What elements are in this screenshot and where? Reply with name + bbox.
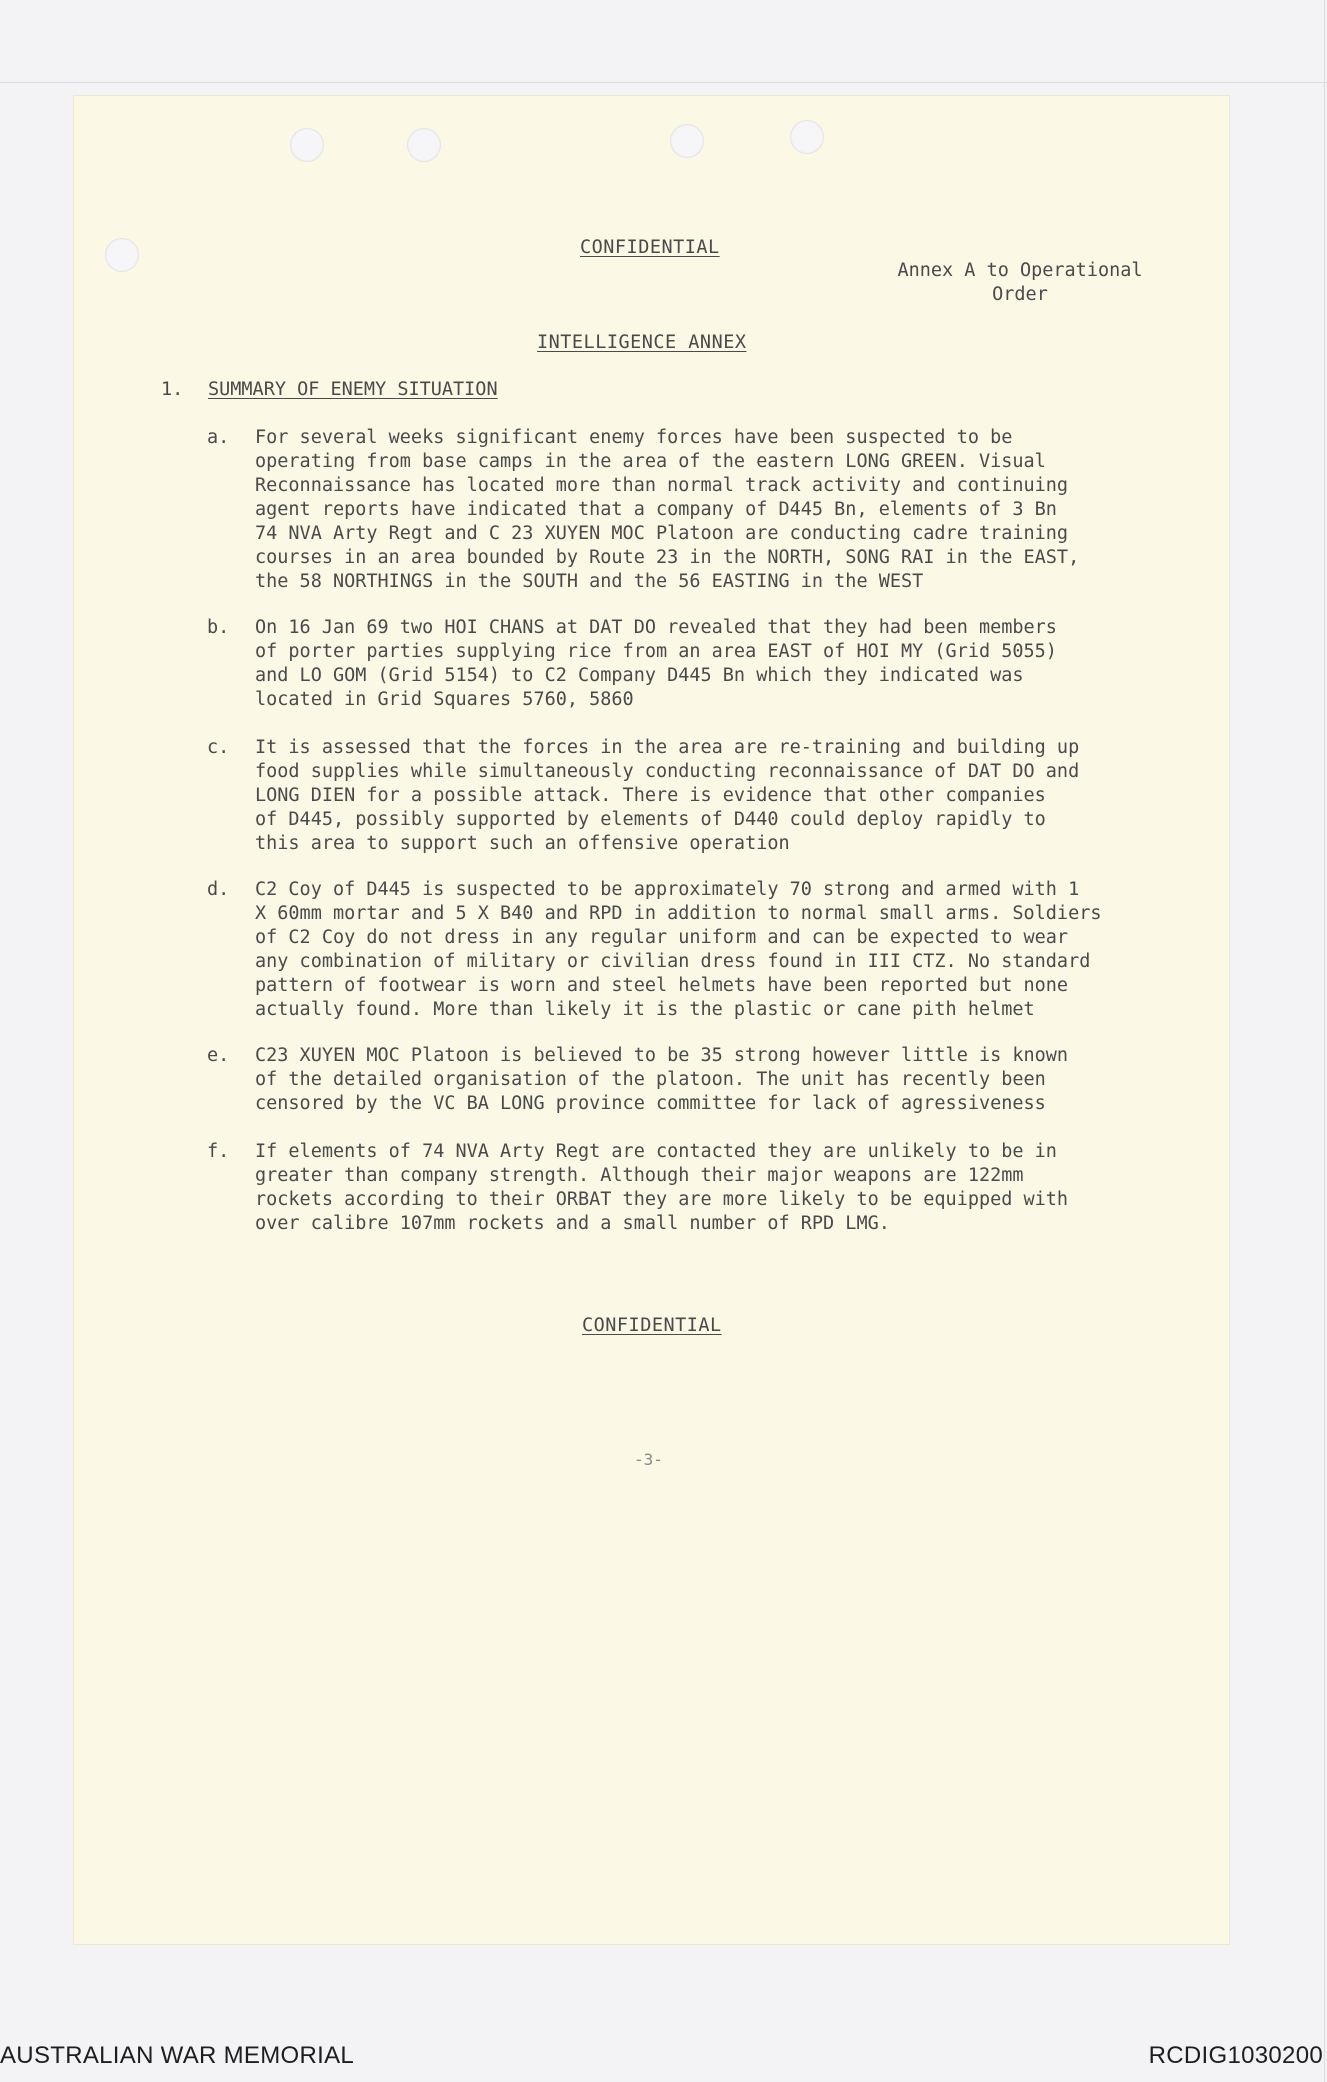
typed-text: [74, 96, 1229, 1944]
paragraph-text: If elements of 74 NVA Arty Regt are contacted they are unlikely to be in greater than company strength. Although their major weapons are 122mm rockets according to their ORBAT they are more likely to be equipped with over calibre 107mm rockets and a small number of RPD LMG.: [255, 1141, 1069, 1234]
paragraph-text: For several weeks significant enemy forces have been suspected to be operating from base camps in the area of the eastern LONG GREEN. Visual Reconnaissance has located more than normal track activity and continuing agent reports have indicated that a company of D445 Bn, elements of 3 Bn 74 NVA Arty Regt and C 23 XUYEN MOC Platoon are conducting cadre training courses in an area bounded by Route 23 in the NORTH, SONG RAI in the EAST, the 58 NORTHINGS in the SOUTH and the 56 EASTING in the WEST: [255, 427, 1080, 592]
paragraph-label: f.: [207, 1141, 230, 1162]
classification-footer: CONFIDENTIAL: [582, 1315, 722, 1336]
annex-reference: Annex A to Operational Order: [897, 260, 1143, 305]
paragraph-text: C2 Coy of D445 is suspected to be approximately 70 strong and armed with 1 X 60mm mortar and 5 X B40 and RPD in addition to normal small arms. Soldiers of C2 Coy do not dress in any regular uniform and can be expected to wear any combination of military or civilian dress found in III CTZ. No standard pattern of footwear is worn and steel helmets have been reported but none actually found. More than likely it is the plastic or cane pith helmet: [255, 879, 1102, 1020]
paragraph-label: a.: [207, 427, 230, 448]
paragraph-label: d.: [207, 879, 230, 900]
paragraph-text: C23 XUYEN MOC Platoon is believed to be 35 strong however little is known of the detailed organisation of the platoon. The unit has recently been censored by the VC BA LONG province committee for lack of agressiveness: [255, 1045, 1069, 1114]
document-title: INTELLIGENCE ANNEX: [537, 332, 747, 353]
archive-credit: AUSTRALIAN WAR MEMORIAL: [0, 2042, 355, 2069]
section-number: 1.: [161, 379, 184, 400]
paragraph-label: c.: [207, 737, 230, 758]
archive-identifier: RCDIG1030200: [1148, 2042, 1323, 2069]
paragraph-label: e.: [207, 1045, 230, 1066]
paragraph-label: b.: [207, 617, 230, 638]
document-page: [74, 96, 1229, 1944]
paragraph-text: It is assessed that the forces in the area are re-training and building up food supplies while simultaneously conducting reconnaissance of DAT DO and LONG DIEN for a possible attack. There is evidence that other companies of D445, possibly supported by elements of D440 could deploy rapidly to this area to support such an offensive operation: [255, 737, 1080, 854]
scan-edge-right: [1324, 0, 1325, 2082]
paragraph-text: On 16 Jan 69 two HOI CHANS at DAT DO revealed that they had been members of porter parties supplying rice from an area EAST of HOI MY (Grid 5055) and LO GOM (Grid 5154) to C2 Company D445 Bn which they indicated was located in Grid Squares 5760, 5860: [255, 617, 1057, 710]
classification-header: CONFIDENTIAL: [580, 237, 720, 258]
page-number: -3-: [634, 1450, 663, 1469]
section-title: SUMMARY OF ENEMY SITUATION: [208, 379, 498, 400]
scan-edge-top: [0, 82, 1327, 83]
